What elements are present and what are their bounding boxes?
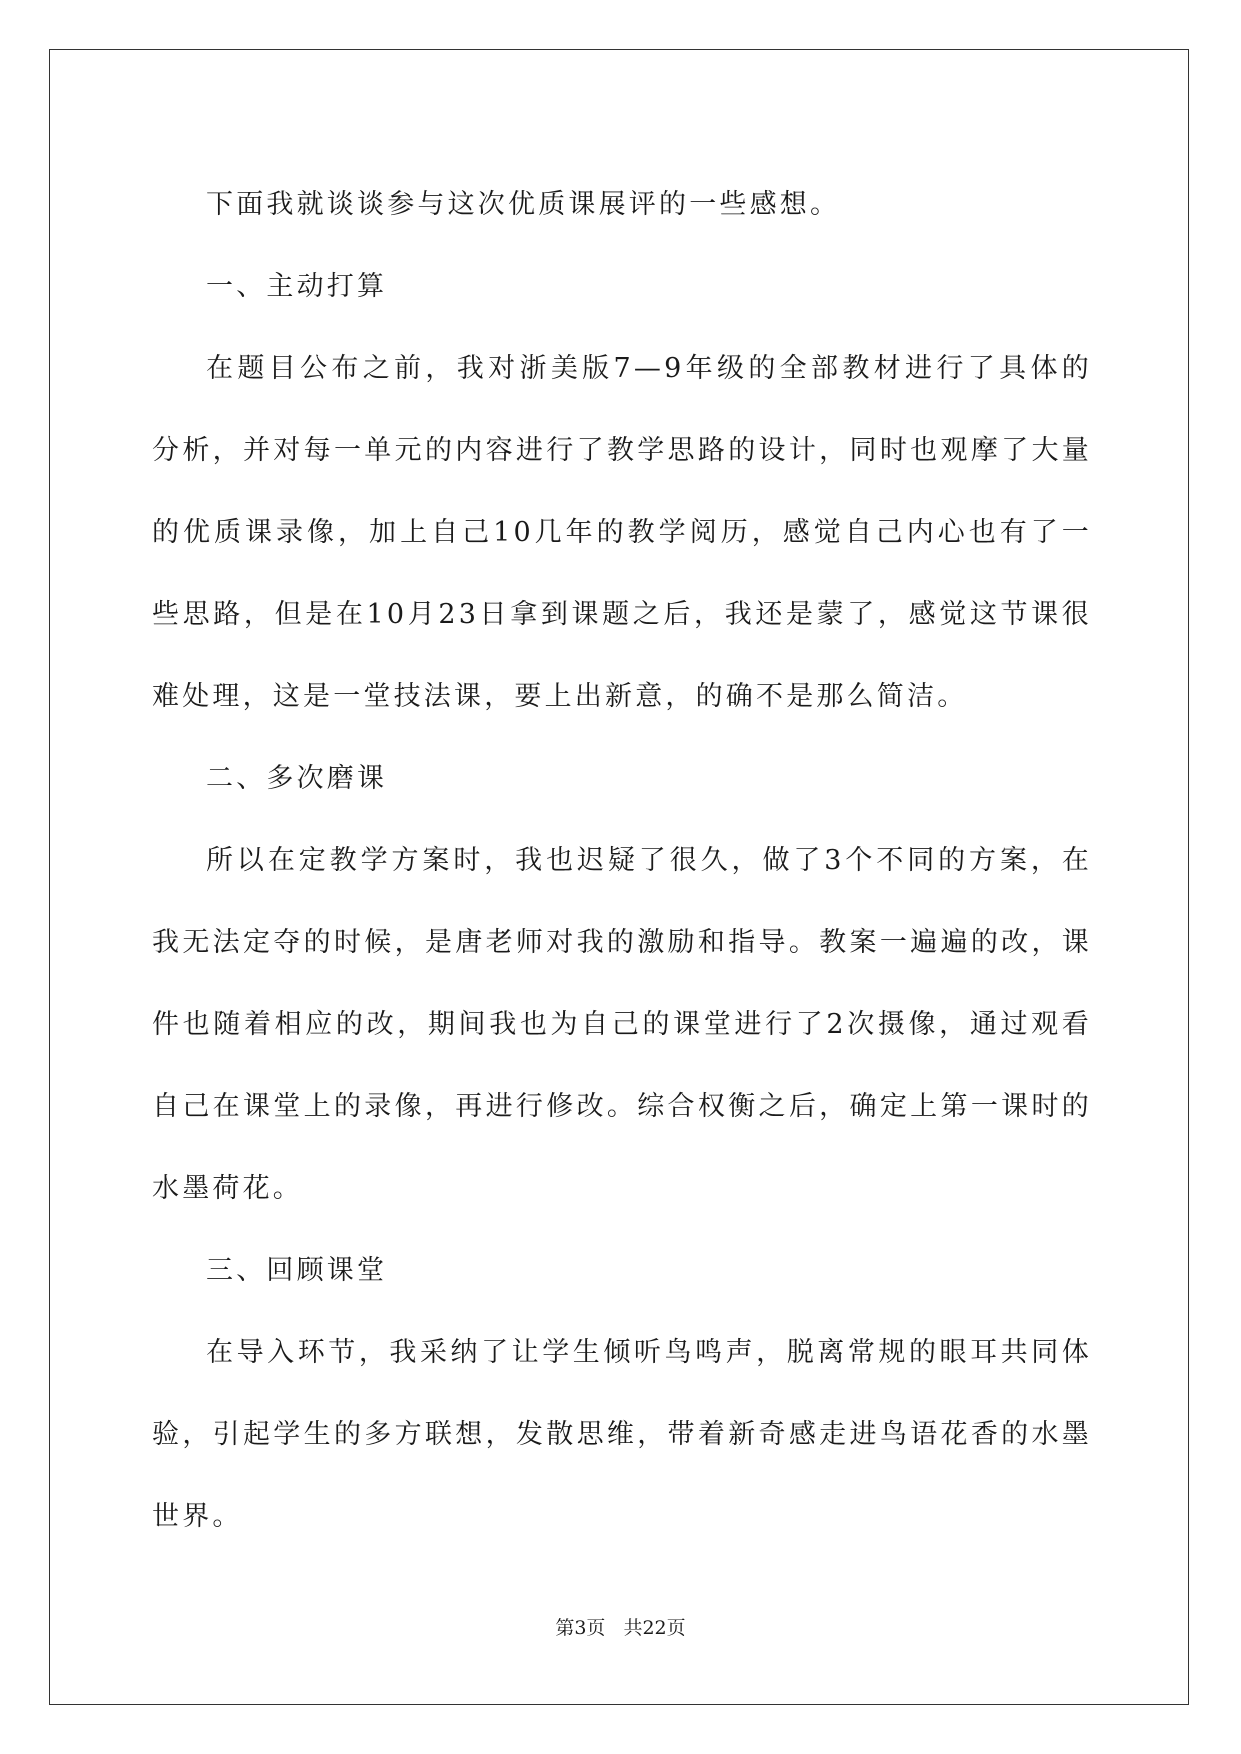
section-heading-2: 二、多次磨课 xyxy=(206,763,388,794)
section-heading-3: 三、回顾课堂 xyxy=(206,1255,388,1286)
page-total: 共22页 xyxy=(623,1617,686,1639)
paragraph-intro: 下面我就谈谈参与这次优质课展评的一些感想。 xyxy=(206,189,841,220)
section-heading-1: 一、主动打算 xyxy=(206,271,388,302)
paragraph-section-2: 所以在定教学方案时，我也迟疑了很久，做了3个不同的方案，在我无法定夺的时候，是唐老师对我的激励和指导。教案一遍遍的改，课件也随着相应的改，期间我也为自己的课堂进行了2次摄像，通过观看自己在课堂上的录像，再进行修改。综合权衡之后，确定上第一课时的水墨荷花。 xyxy=(152,845,1092,1204)
page-footer xyxy=(0,1616,1241,1640)
paragraph-section-1: 在题目公布之前，我对浙美版7—9年级的全部教材进行了具体的分析，并对每一单元的内容进行了教学思路的设计，同时也观摩了大量的优质课录像，加上自己10几年的教学阅历，感觉自己内心也有了一些思路，但是在10月23日拿到课题之后，我还是蒙了，感觉这节课很难处理，这是一堂技法课，要上出新意，的确不是那么简洁。 xyxy=(152,353,1092,712)
paragraph-section-3: 在导入环节，我采纳了让学生倾听鸟鸣声，脱离常规的眼耳共同体验，引起学生的多方联想，发散思维，带着新奇感走进鸟语花香的水墨世界。 xyxy=(152,1337,1092,1532)
document-body xyxy=(152,164,1092,1558)
page-number: 第3页 xyxy=(555,1617,606,1639)
